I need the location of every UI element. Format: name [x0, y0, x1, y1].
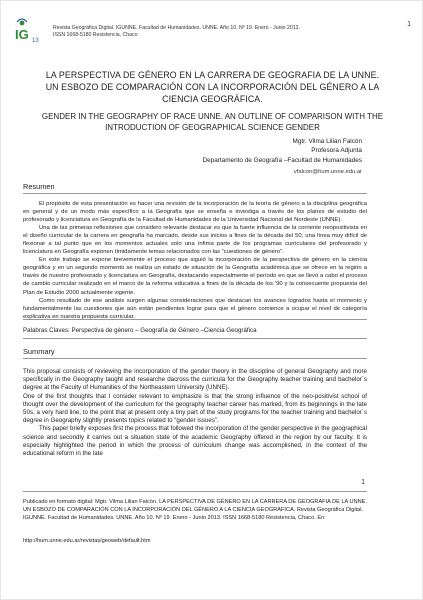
summary-paragraph: This proposal consists of reviewing the incorporation of the gender theory in the discipline of general Geography and more specifically in the Geography taught and researche dacross the curricula for the Geography teacher training and bachelor´s degree at the Faculty of Humanities of the Northeastern University (UNNE). [23, 368, 367, 392]
journal-line-2: ISSN 1668-5180 Resistencia, Chaco [53, 32, 138, 38]
footer-url[interactable]: http://hum.unne.edu.ar/revistas/geoweb/default.htm [23, 538, 151, 544]
author-department: Departamento de Geografía –Facultad de Humanidades [202, 156, 362, 164]
resumen-paragraph: Una de las primeras reflexiones que considero relevante destacar es que la fuerte influencia de la corriente neopositivista en el diseño curricular de la carrera en geografía ha marcado, desde sus inicios a fines de la década del 50, una línea muy difícil de flexionar a tal punto que en los momentos actuales solo una ínfima parte de los programas curriculares del profesorado y licenciatura en Geografía exponen tímidamente temas relacionados con las “cuestiones de género”. [23, 225, 367, 256]
title-spanish: LA PERSPECTIVA DE GÉNERO EN LA CARRERA DE GEOGRAFIA DE LA UNNE. UN ESBOZO DE COMPARACIÓN CON LA INCORPORACIÓN DEL GÉNERO A LA CIENCIA GEOGRÁFICA. [45, 70, 380, 104]
author-block [112, 137, 362, 165]
journal-info [53, 25, 373, 39]
resumen-paragraph: En este trabajo se expone brevemente el proceso que siguió la incorporación de la perspectiva de género en la ciencia geográfica y en un segundo momento se realiza un estado de situación de la Geografía académica que se ofrece en la región a través de nuestro profesorado y licenciatura en Geografía, destacando especialmente el período en que se llevó a cabo el proceso de cambio curricular realizado en el marco de la reforma educativa a fines de la década de los ’90 y la consecuente propuesta del Plan de Estudio 2000 actualmente vigente. [23, 257, 367, 296]
footer-divider [23, 491, 367, 492]
page-header [13, 17, 411, 63]
resumen-body [23, 200, 367, 321]
resumen-paragraph: El propósito de esta presentación es hacer una revisión de la incorporación de la teoría de género a la disciplina geográfica en general y de un modo más específico a la Geografía que se enseña e investiga a través de los planes de estudio del profesorado y licenciatura en Geografía de la Facultad de Humanidades de la Universidad Nacional del Nordeste (UNNE). [23, 201, 367, 224]
journal-line-1: Revista Geográfica Digital. IGUNNE. Facultad de Humanidades. UNNE. Año 10. Nº 19. Enero - Junio 2013. [53, 25, 300, 31]
resumen-heading: Resumen [23, 182, 55, 191]
title-english: GENDER IN THE GEOGRAPHY OF RACE UNNE. AN OUTLINE OF COMPARISON WITH THE INTRODUCTION OF GEOGRAPHICAL SCIENCE GENDER [41, 112, 384, 132]
summary-paragraph: One of the first thoughts that I consider relevant to emphasize is that the strong influence of the neo-positivist school of thought over the development of the curriculum for the geography teacher career has marked, from its beginnings in the late 50s, a very hard line, to the point that at present only a tiny part of the study programs for the teacher training and bachelor´s degree in Geography slightly presents topics related to “gender issues”. [23, 392, 367, 425]
resumen-paragraph: Como resultado de ese análisis surgen algunas consideraciones que destacan los avances logrados hasta el momento y fundamentalmente las cuestiones que aún están pendientes lograr para que el género comience a ocupar el nivel de categoría explicativa en nuestra propuesta curricular. [23, 297, 367, 320]
page-number-top: 1 [407, 21, 411, 28]
author-role: Profesora Adjunta [311, 147, 362, 155]
footer-citation: Publicado en formato digital: Mgtr. Vilma Lilian Falcón. LA PERSPECTIVA DE GÉNERO EN LA CARRERA DE GEOGRAFIA DE LA UNNE. UN ESBOZO DE COMPARACIÓN CON LA INCORPORACIÓN DEL GÉNERO A LA CIENCIA GEOGRAFICA. Revista Geográfica Digital. IGUNNE. Facultad de Humanidades. UNNE. Año 10. Nº 19. Enero - Junio 2013. ISSN 1668-5180 Resistencia, Chaco. En: [23, 499, 367, 521]
summary-heading: Summary [23, 347, 55, 356]
divider [23, 193, 367, 194]
page-number-bottom: 1 [361, 479, 365, 486]
author-email[interactable]: vfalcon@hum.unne.edu.ar [293, 169, 362, 175]
keywords: Palabras Claves: Perspectiva de género – Geografía de Género –Ciencia Geográfica [23, 327, 257, 334]
summary-paragraph: This paper briefly exposes first the process that followed the incorporation of the gender perspective in the geographical science and secondly it carries out a situation state of the academic Geography offered in the region by our faculty. It is especially highlighted the period in which the process of curriculum change was accomplished, in the context of the educational reform in the late [23, 425, 367, 458]
logo-text: IG [15, 27, 29, 42]
author-name: Mgtr. Vilma Lilian Falcón [292, 138, 362, 145]
summary-body [23, 368, 367, 458]
divider [23, 338, 367, 339]
divider [23, 319, 367, 320]
logo-number: 13 [32, 38, 39, 44]
divider [23, 358, 367, 359]
journal-logo [13, 17, 41, 45]
